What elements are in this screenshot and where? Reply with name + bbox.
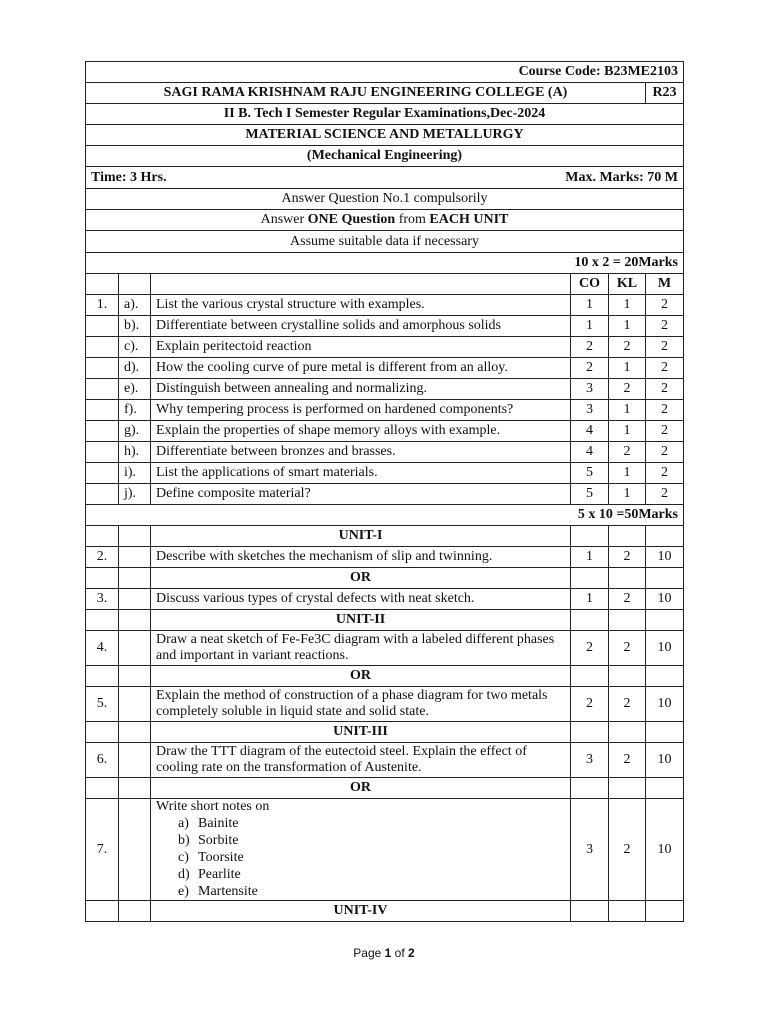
question-co: 2	[571, 358, 609, 379]
question-text: Discuss various types of crystal defects with neat sketch.	[151, 589, 571, 610]
college-name: SAGI RAMA KRISHNAM RAJU ENGINEERING COLLEGE (A)	[86, 83, 646, 104]
question-marks: 2	[646, 337, 684, 358]
short-note-label: c)	[178, 850, 189, 865]
part-a-item-row	[86, 358, 684, 379]
question-text: List the applications of smart materials.	[151, 463, 571, 484]
question-marks: 10	[646, 589, 684, 610]
question-co: 5	[571, 463, 609, 484]
question-number	[86, 379, 119, 400]
short-note-label: d)	[178, 867, 190, 882]
course-code: Course Code: B23ME2103	[86, 62, 684, 83]
question-kl: 2	[609, 379, 646, 400]
question-text: Explain the properties of shape memory alloys with example.	[151, 421, 571, 442]
question-co: 3	[571, 400, 609, 421]
question-text	[151, 799, 571, 901]
or-label: OR	[151, 666, 571, 687]
question-intro: Write short notes on	[156, 799, 270, 814]
question-co: 3	[571, 799, 609, 901]
question-kl: 1	[609, 400, 646, 421]
question-number	[86, 463, 119, 484]
short-note-text: Martensite	[198, 884, 258, 899]
question-kl: 2	[609, 799, 646, 901]
college-row	[86, 83, 684, 104]
current-page: 1	[384, 946, 392, 960]
question-co: 1	[571, 295, 609, 316]
instruction-line-3: Assume suitable data if necessary	[86, 231, 684, 253]
part-a-item-row	[86, 463, 684, 484]
or-label: OR	[151, 568, 571, 589]
question-marks: 10	[646, 547, 684, 568]
unit-1-title: UNIT-I	[151, 526, 571, 547]
question-co: 4	[571, 442, 609, 463]
question-co: 3	[571, 743, 609, 778]
or-row	[86, 778, 684, 799]
question-text: Differentiate between bronzes and brasses.	[151, 442, 571, 463]
unit-2-title: UNIT-II	[151, 610, 571, 631]
part-a-item-row	[86, 337, 684, 358]
question-number: 5.	[86, 687, 119, 722]
short-note-item	[178, 866, 565, 883]
short-note-text: Pearlite	[198, 867, 241, 882]
question-co: 1	[571, 589, 609, 610]
question-row	[86, 631, 684, 666]
part-b-marks-row	[86, 505, 684, 526]
question-kl: 2	[609, 547, 646, 568]
time-label: Time: 3 Hrs.	[91, 169, 167, 185]
question-kl: 1	[609, 295, 646, 316]
instruction-line-1: Answer Question No.1 compulsorily	[86, 189, 684, 210]
short-note-item	[178, 832, 565, 849]
short-note-text: Bainite	[198, 816, 239, 831]
subject-row	[86, 125, 684, 146]
kl-header: KL	[609, 274, 646, 295]
question-co: 2	[571, 337, 609, 358]
question-text: Explain peritectoid reaction	[151, 337, 571, 358]
short-note-label: b)	[178, 833, 190, 848]
question-co: 2	[571, 687, 609, 722]
sub-question-label: d).	[119, 358, 151, 379]
question-marks: 10	[646, 687, 684, 722]
question-number: 4.	[86, 631, 119, 666]
question-row	[86, 589, 684, 610]
exam-title: II B. Tech I Semester Regular Examinations,Dec-2024	[86, 104, 684, 125]
question-number	[86, 484, 119, 505]
question-marks: 2	[646, 358, 684, 379]
question-kl: 1	[609, 421, 646, 442]
unit-heading-row	[86, 610, 684, 631]
question-number: 3.	[86, 589, 119, 610]
question-text: Define composite material?	[151, 484, 571, 505]
question-kl: 2	[609, 631, 646, 666]
part-a-item-row	[86, 316, 684, 337]
question-text: Differentiate between crystalline solids and amorphous solids	[151, 316, 571, 337]
branch-name: (Mechanical Engineering)	[86, 146, 684, 167]
instruction-row	[86, 189, 684, 210]
unit-heading-row	[86, 722, 684, 743]
subject-title: MATERIAL SCIENCE AND METALLURGY	[86, 125, 684, 146]
part-a-marks-row	[86, 253, 684, 274]
sub-question-label: a).	[119, 295, 151, 316]
part-b-marks: 5 x 10 =50Marks	[86, 505, 684, 526]
course-code-row	[86, 62, 684, 83]
question-number	[86, 337, 119, 358]
question-co: 1	[571, 547, 609, 568]
question-marks: 10	[646, 799, 684, 901]
question-row	[86, 687, 684, 722]
sub-question-label: i).	[119, 463, 151, 484]
instruction-line-2: Answer ONE Question from EACH UNIT	[86, 210, 684, 231]
time-marks-row	[86, 167, 684, 189]
short-note-item	[178, 815, 565, 832]
unit-3-title: UNIT-III	[151, 722, 571, 743]
part-a-item-row	[86, 295, 684, 316]
sub-question-label: e).	[119, 379, 151, 400]
question-kl: 1	[609, 463, 646, 484]
short-note-item	[178, 883, 565, 900]
unit-heading-row	[86, 526, 684, 547]
question-text: Describe with sketches the mechanism of slip and twinning.	[151, 547, 571, 568]
question-marks: 2	[646, 463, 684, 484]
part-a-item-row	[86, 379, 684, 400]
max-marks-label: Max. Marks: 70 M	[565, 169, 678, 185]
question-text: Explain the method of construction of a phase diagram for two metals completely soluble in liquid state and solid state.	[151, 687, 571, 722]
question-co: 2	[571, 631, 609, 666]
part-a-item-row	[86, 442, 684, 463]
question-text: Distinguish between annealing and normalizing.	[151, 379, 571, 400]
question-marks: 2	[646, 295, 684, 316]
question-co: 5	[571, 484, 609, 505]
question-marks: 10	[646, 743, 684, 778]
question-marks: 2	[646, 379, 684, 400]
column-header-row	[86, 274, 684, 295]
exam-row	[86, 104, 684, 125]
or-label: OR	[151, 778, 571, 799]
question-text: Draw the TTT diagram of the eutectoid steel. Explain the effect of cooling rate on the transformation of Austenite.	[151, 743, 571, 778]
short-note-label: a)	[178, 816, 189, 831]
question-kl: 2	[609, 442, 646, 463]
sub-question-label: b).	[119, 316, 151, 337]
or-row	[86, 666, 684, 687]
question-number: 7.	[86, 799, 119, 901]
question-kl: 2	[609, 687, 646, 722]
question-kl: 2	[609, 743, 646, 778]
branch-row	[86, 146, 684, 167]
question-paper-table	[85, 61, 684, 922]
question-kl: 1	[609, 358, 646, 379]
question-co: 1	[571, 316, 609, 337]
question-number: 1.	[86, 295, 119, 316]
question-marks: 2	[646, 400, 684, 421]
regulation: R23	[646, 83, 684, 104]
question-text: How the cooling curve of pure metal is different from an alloy.	[151, 358, 571, 379]
question-row	[86, 547, 684, 568]
part-a-questions	[86, 295, 684, 505]
total-pages: 2	[408, 946, 415, 960]
instruction-row	[86, 210, 684, 231]
unit-heading-row	[86, 901, 684, 922]
question-co: 3	[571, 379, 609, 400]
short-notes-list	[156, 815, 565, 900]
question-number	[86, 400, 119, 421]
question-number: 2.	[86, 547, 119, 568]
question-text: Draw a neat sketch of Fe-Fe3C diagram with a labeled different phases and important in variant reactions.	[151, 631, 571, 666]
unit-4-title: UNIT-IV	[151, 901, 571, 922]
question-kl: 2	[609, 589, 646, 610]
question-marks: 2	[646, 316, 684, 337]
question-kl: 1	[609, 316, 646, 337]
question-number	[86, 358, 119, 379]
short-note-text: Toorsite	[198, 850, 244, 865]
short-note-item	[178, 849, 565, 866]
sub-question-label: f).	[119, 400, 151, 421]
sub-question-label: c).	[119, 337, 151, 358]
sub-question-label: j).	[119, 484, 151, 505]
question-number: 6.	[86, 743, 119, 778]
question-number	[86, 421, 119, 442]
part-a-item-row	[86, 421, 684, 442]
short-note-label: e)	[178, 884, 189, 899]
question-marks: 2	[646, 442, 684, 463]
question-number	[86, 316, 119, 337]
page-footer: Page 1 of 2	[353, 946, 415, 960]
part-a-marks: 10 x 2 = 20Marks	[86, 253, 684, 274]
question-row	[86, 799, 684, 901]
co-header: CO	[571, 274, 609, 295]
question-co: 4	[571, 421, 609, 442]
m-header: M	[646, 274, 684, 295]
sub-question-label: h).	[119, 442, 151, 463]
instruction-row	[86, 231, 684, 253]
part-a-item-row	[86, 400, 684, 421]
sub-question-label: g).	[119, 421, 151, 442]
question-text: List the various crystal structure with examples.	[151, 295, 571, 316]
question-row	[86, 743, 684, 778]
question-marks: 2	[646, 484, 684, 505]
or-row	[86, 568, 684, 589]
short-note-text: Sorbite	[198, 833, 239, 848]
part-a-item-row	[86, 484, 684, 505]
question-kl: 2	[609, 337, 646, 358]
question-marks: 2	[646, 421, 684, 442]
question-number	[86, 442, 119, 463]
question-text: Why tempering process is performed on hardened components?	[151, 400, 571, 421]
question-kl: 1	[609, 484, 646, 505]
question-marks: 10	[646, 631, 684, 666]
